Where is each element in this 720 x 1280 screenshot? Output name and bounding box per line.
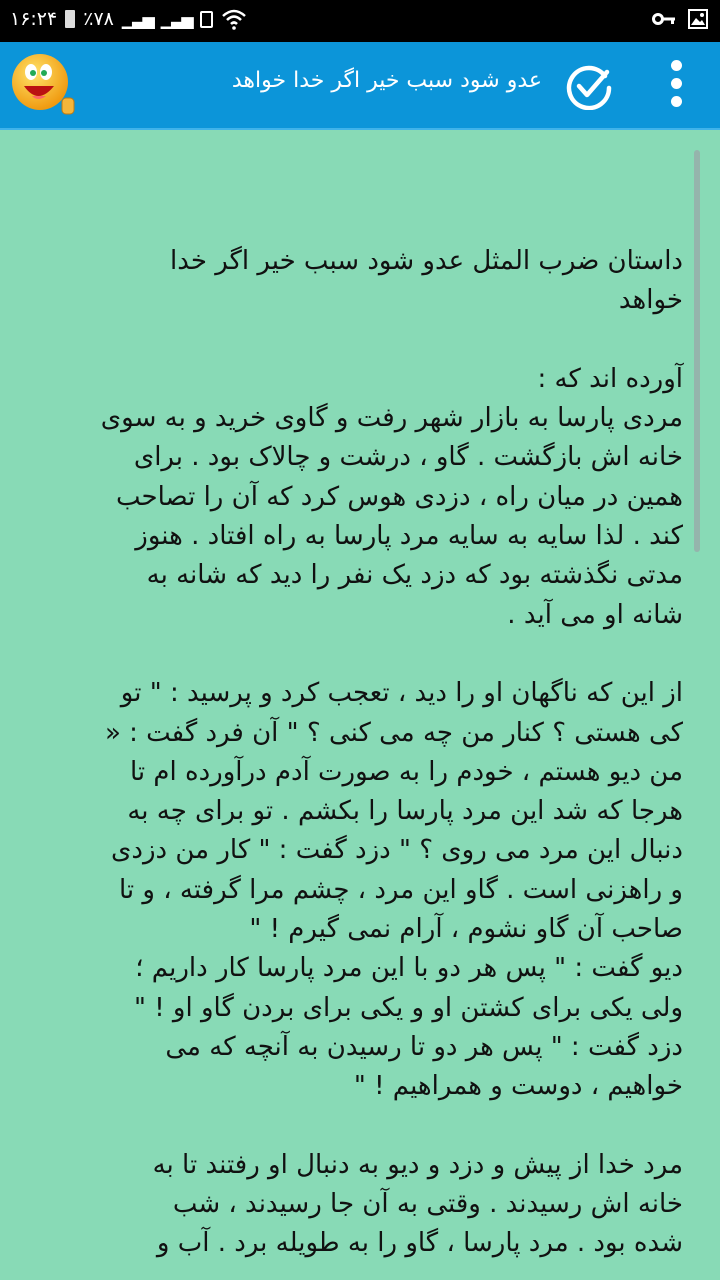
text-line: آورده اند که : <box>537 363 683 394</box>
app-title: عدو شود سبب خیر اگر خدا خواهد <box>231 68 542 93</box>
text-line: خانه اش بازگشت . گاو ، درشت و چالاک بود . برای <box>133 442 683 473</box>
battery-icon <box>65 10 75 28</box>
text-line: هرجا که شد این مرد پارسا را بکشم . تو برای چه به <box>127 796 683 827</box>
wifi-icon <box>221 8 247 30</box>
app-bar <box>0 42 720 130</box>
text-line: من دیو هستم ، خودم را به صورت آدم درآورده ام تا <box>129 756 683 787</box>
overflow-menu-button[interactable] <box>664 60 688 112</box>
text-line: مرد خدا از پیش و دزد و دیو به دنبال او رفتند تا به <box>152 1149 683 1180</box>
text-line: داستان ضرب المثل عدو شود سبب خیر اگر خدا <box>169 246 683 276</box>
text-line: کند . لذا سایه به سایه مرد پارسا به راه افتاد . هنوز <box>135 521 683 552</box>
image-icon <box>688 9 708 29</box>
text-line: صاحب آن گاو نشوم ، آرام نمی گیرم ! " <box>249 914 683 945</box>
vpn-key-icon <box>652 12 676 26</box>
text-line: دزد گفت : " پس هر دو تا رسیدن به آنچه که می <box>165 1031 683 1062</box>
battery-level: ٪۷۸ <box>83 8 114 30</box>
text-line: خواهد <box>618 285 683 316</box>
text-line: مردی پارسا به بازار شهر رفت و گاوی خرید و به سوی <box>100 403 683 434</box>
blank-line <box>23 635 683 674</box>
text-line: شده بود . مرد پارسا ، گاو را به طویله برد . آب و <box>156 1228 683 1259</box>
blank-line <box>23 321 683 360</box>
text-line: مدتی نگذشته بود که دزد یک نفر را دید که شانه به <box>146 560 683 591</box>
smiley-thumbs-up-icon <box>8 50 80 122</box>
text-line: شانه او می آید . <box>507 599 683 630</box>
text-line: دنبال این مرد می روی ؟ " دزد گفت : " کار من دزدی <box>111 835 683 866</box>
text-line: خواهیم ، دوست و همراهیم ! " <box>353 1071 683 1102</box>
text-line: همین در میان راه ، دزدی هوس کرد که آن را تصاحب <box>116 481 683 512</box>
signal-icon-2: ▁▃▅ <box>160 9 192 29</box>
sim-icon <box>200 11 213 28</box>
text-line: کی هستی ؟ کنار من چه می کنی ؟ " آن فرد گفت : « <box>104 717 683 748</box>
scrollbar[interactable] <box>694 150 700 552</box>
status-bar <box>0 0 720 42</box>
text-line: ولی یکی برای کشتن او و یکی برای بردن گاو او ! " <box>134 992 683 1023</box>
signal-icon: ▁▃▅ <box>121 9 153 29</box>
text-line: از این که ناگهان او را دید ، تعجب کرد و پرسید : " تو <box>120 678 683 709</box>
story-text <box>23 242 683 1264</box>
blank-line <box>23 1107 683 1146</box>
check-circle-icon[interactable] <box>565 62 613 110</box>
clock: ۱۶:۲۴ <box>10 8 58 30</box>
text-line: دیو گفت : " پس هر دو با این مرد پارسا کار داریم ؛ <box>135 953 683 984</box>
text-line: و راهزنی است . گاو این مرد ، چشم مرا گرفته ، و تا <box>118 874 683 905</box>
text-line: خانه اش رسیدند . وقتی به آن جا رسیدند ، شب <box>172 1189 683 1220</box>
